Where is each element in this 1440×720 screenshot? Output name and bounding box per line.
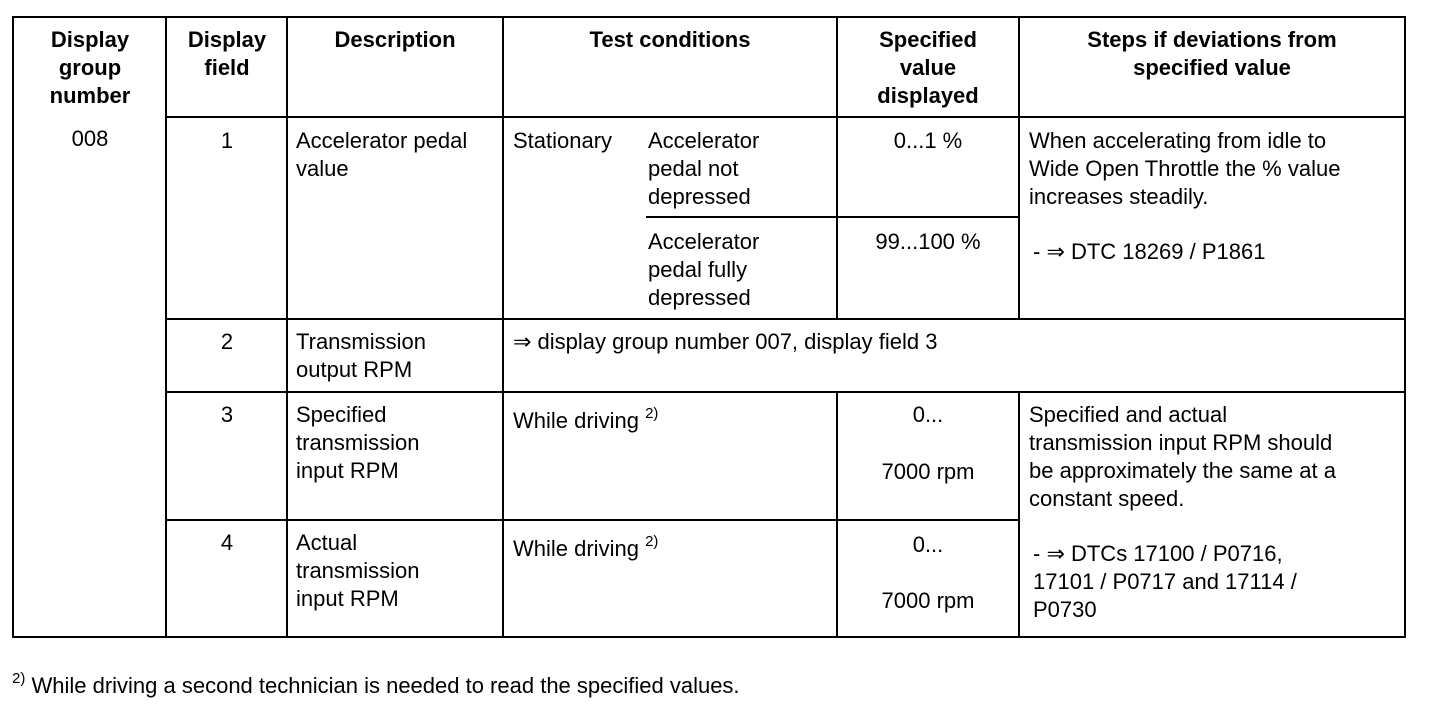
row4-value-from: 0... [912,532,944,557]
rpm-steps: Specified and actual transmission input RPM should be approximately the same at a constant speed. [1029,402,1336,511]
header-steps: Steps if deviations from specified value [1087,27,1337,80]
row3-condition-text: While driving [513,408,639,433]
row2-field: 2 [220,329,234,354]
row4-description: Actual transmission input RPM [296,530,420,611]
header-test-conditions: Test conditions [589,27,751,52]
row1-condition: Stationary [513,128,613,153]
rpm-dtc: - ⇒ DTCs 17100 / P0716, 17101 / P0717 and 17114 / P0730 [1033,541,1297,622]
row4-value-to: 7000 rpm [881,588,975,613]
header-description: Description [334,27,456,52]
table-border-bottom [12,636,1406,638]
header-specified-value: Specified value displayed [877,27,979,108]
row1-steps: When accelerating from idle to Wide Open Throttle the % value increases steadily. [1029,128,1341,209]
row4-footnote-ref: 2) [645,532,659,550]
row1-divider [166,318,1406,320]
table-border-top [12,16,1406,18]
row1-field: 1 [220,128,234,153]
footnote-marker: 2) [12,669,26,687]
row3-description: Specified transmission input RPM [296,402,420,483]
row3-divider [166,519,1020,521]
row2-reference: ⇒ display group number 007, display field 3 [513,329,938,354]
row1-description: Accelerator pedal value [296,128,468,181]
row1-state-fully-depressed: Accelerator pedal fully depressed [648,229,760,310]
row1-subdivider [646,216,1020,218]
group-number: 008 [71,126,109,151]
col-divider-steps-b [1018,391,1020,638]
row3-value-from: 0... [912,402,944,427]
row1-value-fully-depressed: 99...100 % [875,229,981,254]
row4-condition-text: While driving [513,536,639,561]
row1-state-not-depressed: Accelerator pedal not depressed [648,128,760,209]
row3-value-to: 7000 rpm [881,459,975,484]
row3-footnote-ref: 2) [645,404,659,422]
header-divider [166,116,1406,118]
row2-divider [166,391,1406,393]
row1-value-not-depressed: 0...1 % [893,128,963,153]
col-divider-conditions [502,16,504,638]
row4-field: 4 [220,530,234,555]
footnote-text: While driving a second technician is needed to read the specified values. [25,673,740,698]
row3-field: 3 [220,402,234,427]
row4-condition [513,532,659,563]
row1-dtc: - ⇒ DTC 18269 / P1861 [1033,239,1266,264]
table-border-right [1404,16,1406,638]
footnote [12,669,740,700]
header-display-group-number: Display group number [49,27,131,108]
row3-condition [513,404,659,435]
header-display-field: Display field [187,27,267,80]
row2-description: Transmission output RPM [296,329,426,382]
